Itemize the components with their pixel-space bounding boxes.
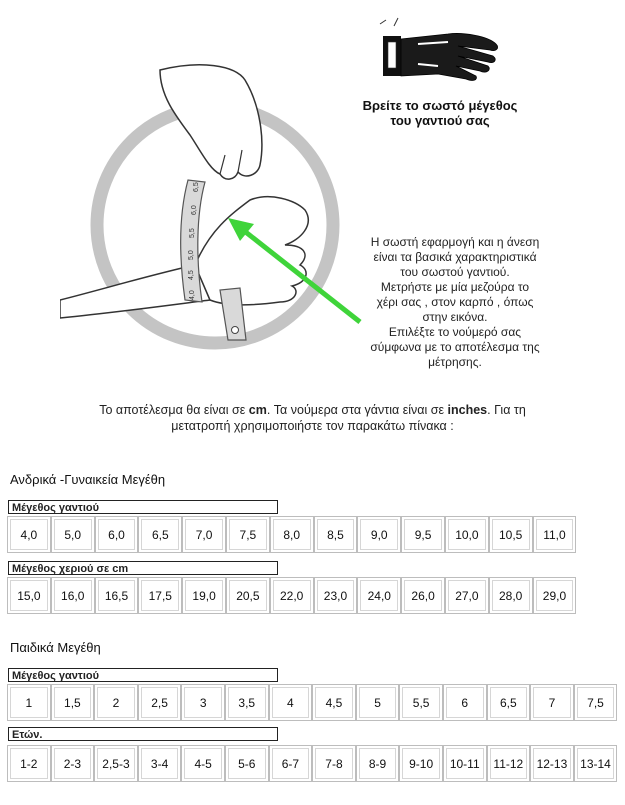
- size-cell: 7,0: [182, 516, 226, 553]
- instructions: [345, 235, 565, 370]
- result-note: [20, 402, 605, 434]
- kids-sizes-title: Παιδικά Μεγέθη: [10, 640, 101, 655]
- size-cell: 3: [181, 684, 225, 721]
- size-cell: 17,5: [138, 577, 182, 614]
- size-cell: 3-4: [138, 745, 182, 782]
- tape-label: 6,0: [191, 205, 198, 215]
- size-cell: 3,5: [225, 684, 269, 721]
- instruction-line: Μετρήστε με μία μεζούρα το: [380, 280, 530, 294]
- size-cell: 7: [530, 684, 574, 721]
- size-cell: 10,5: [489, 516, 533, 553]
- size-cell: 5,0: [51, 516, 95, 553]
- size-cell: 8,5: [314, 516, 358, 553]
- size-cell: 24,0: [357, 577, 401, 614]
- size-cell: 5-6: [225, 745, 269, 782]
- size-cell: 12-13: [530, 745, 574, 782]
- size-cell: 6,5: [487, 684, 531, 721]
- instruction-line: μέτρησης.: [428, 355, 482, 369]
- size-cell: 15,0: [7, 577, 51, 614]
- instruction-line: χέρι σας , στον καρπό , όπως: [376, 295, 534, 309]
- tape-label: 4,5: [188, 270, 195, 280]
- size-cell: 11-12: [487, 745, 531, 782]
- adult-hand-row: [7, 577, 576, 614]
- size-cell: 6-7: [269, 745, 313, 782]
- size-cell: 8-9: [356, 745, 400, 782]
- size-cell: 4,5: [312, 684, 356, 721]
- instruction-line: είναι τα βασικά χαρακτηριστικά: [373, 250, 537, 264]
- size-cell: 7,5: [574, 684, 618, 721]
- size-cell: 1: [7, 684, 51, 721]
- size-cell: 5,5: [399, 684, 443, 721]
- size-cell: 16,5: [95, 577, 139, 614]
- size-cell: 20,5: [226, 577, 270, 614]
- instruction-line: σύμφωνα με το αποτέλεσμα της: [370, 340, 540, 354]
- adult-glove-header: Μέγεθος γαντιού: [8, 500, 278, 514]
- size-cell: 19,0: [182, 577, 226, 614]
- result-line1: Το αποτέλεσμα θα είναι σε cm. Τα νούμερα στα γάντια είναι σε inches. Για τη: [99, 403, 526, 417]
- page-title-line1: Βρείτε το σωστό μέγεθος: [362, 98, 518, 113]
- size-cell: 6,5: [138, 516, 182, 553]
- size-cell: 4,0: [7, 516, 51, 553]
- size-cell: 22,0: [270, 577, 314, 614]
- size-cell: 28,0: [489, 577, 533, 614]
- size-cell: 2,5-3: [94, 745, 138, 782]
- page-title-line2: του γαντιού σας: [390, 113, 490, 128]
- kids-age-header: Ετών.: [8, 727, 278, 741]
- instruction-line: Επιλέξτε το νούμερό σας: [388, 325, 522, 339]
- size-cell: 10,0: [445, 516, 489, 553]
- size-cell: 26,0: [401, 577, 445, 614]
- size-cell: 7,5: [226, 516, 270, 553]
- tape-label: 5,0: [188, 250, 195, 260]
- size-cell: 6: [443, 684, 487, 721]
- page-title: [335, 98, 545, 128]
- tape-label: 4,0: [189, 290, 196, 300]
- size-cell: 8,0: [270, 516, 314, 553]
- size-cell: 11,0: [533, 516, 577, 553]
- size-cell: 9-10: [399, 745, 443, 782]
- size-cell: 6,0: [95, 516, 139, 553]
- glove-icon: [378, 14, 503, 94]
- measuring-hand: [160, 65, 262, 179]
- size-cell: 2-3: [51, 745, 95, 782]
- instruction-line: Η σωστή εφαρμογή και η άνεση: [370, 235, 540, 249]
- kids-age-row: [7, 745, 617, 782]
- size-cell: 9,5: [401, 516, 445, 553]
- size-cell: 2,5: [138, 684, 182, 721]
- kids-glove-row: [7, 684, 617, 721]
- instruction-line: του σωστού γαντιού.: [400, 265, 510, 279]
- instruction-line: στην εικόνα.: [422, 310, 488, 324]
- size-cell: 13-14: [574, 745, 618, 782]
- size-cell: 4-5: [181, 745, 225, 782]
- size-cell: 27,0: [445, 577, 489, 614]
- size-cell: 9,0: [357, 516, 401, 553]
- adult-sizes-title: Ανδρικά -Γυναικεία Μεγέθη: [10, 472, 166, 487]
- result-line2: μετατροπή χρησιμοποιήστε τον παρακάτω πίνακα :: [171, 419, 454, 433]
- size-cell: 29,0: [533, 577, 577, 614]
- measured-hand: [195, 197, 308, 305]
- size-cell: 1-2: [7, 745, 51, 782]
- size-cell: 16,0: [51, 577, 95, 614]
- size-cell: 5: [356, 684, 400, 721]
- tape-label: 5,5: [189, 228, 196, 238]
- adult-hand-header: Μέγεθος χεριού σε cm: [8, 561, 278, 575]
- size-cell: 23,0: [314, 577, 358, 614]
- tape-label: 6,5: [193, 182, 200, 192]
- size-cell: 7-8: [312, 745, 356, 782]
- size-cell: 2: [94, 684, 138, 721]
- size-cell: 10-11: [443, 745, 487, 782]
- kids-glove-header: Μέγεθος γαντιού: [8, 668, 278, 682]
- size-cell: 4: [269, 684, 313, 721]
- adult-glove-row: [7, 516, 576, 553]
- size-cell: 1,5: [51, 684, 95, 721]
- hand-measurement-illustration: [60, 50, 390, 350]
